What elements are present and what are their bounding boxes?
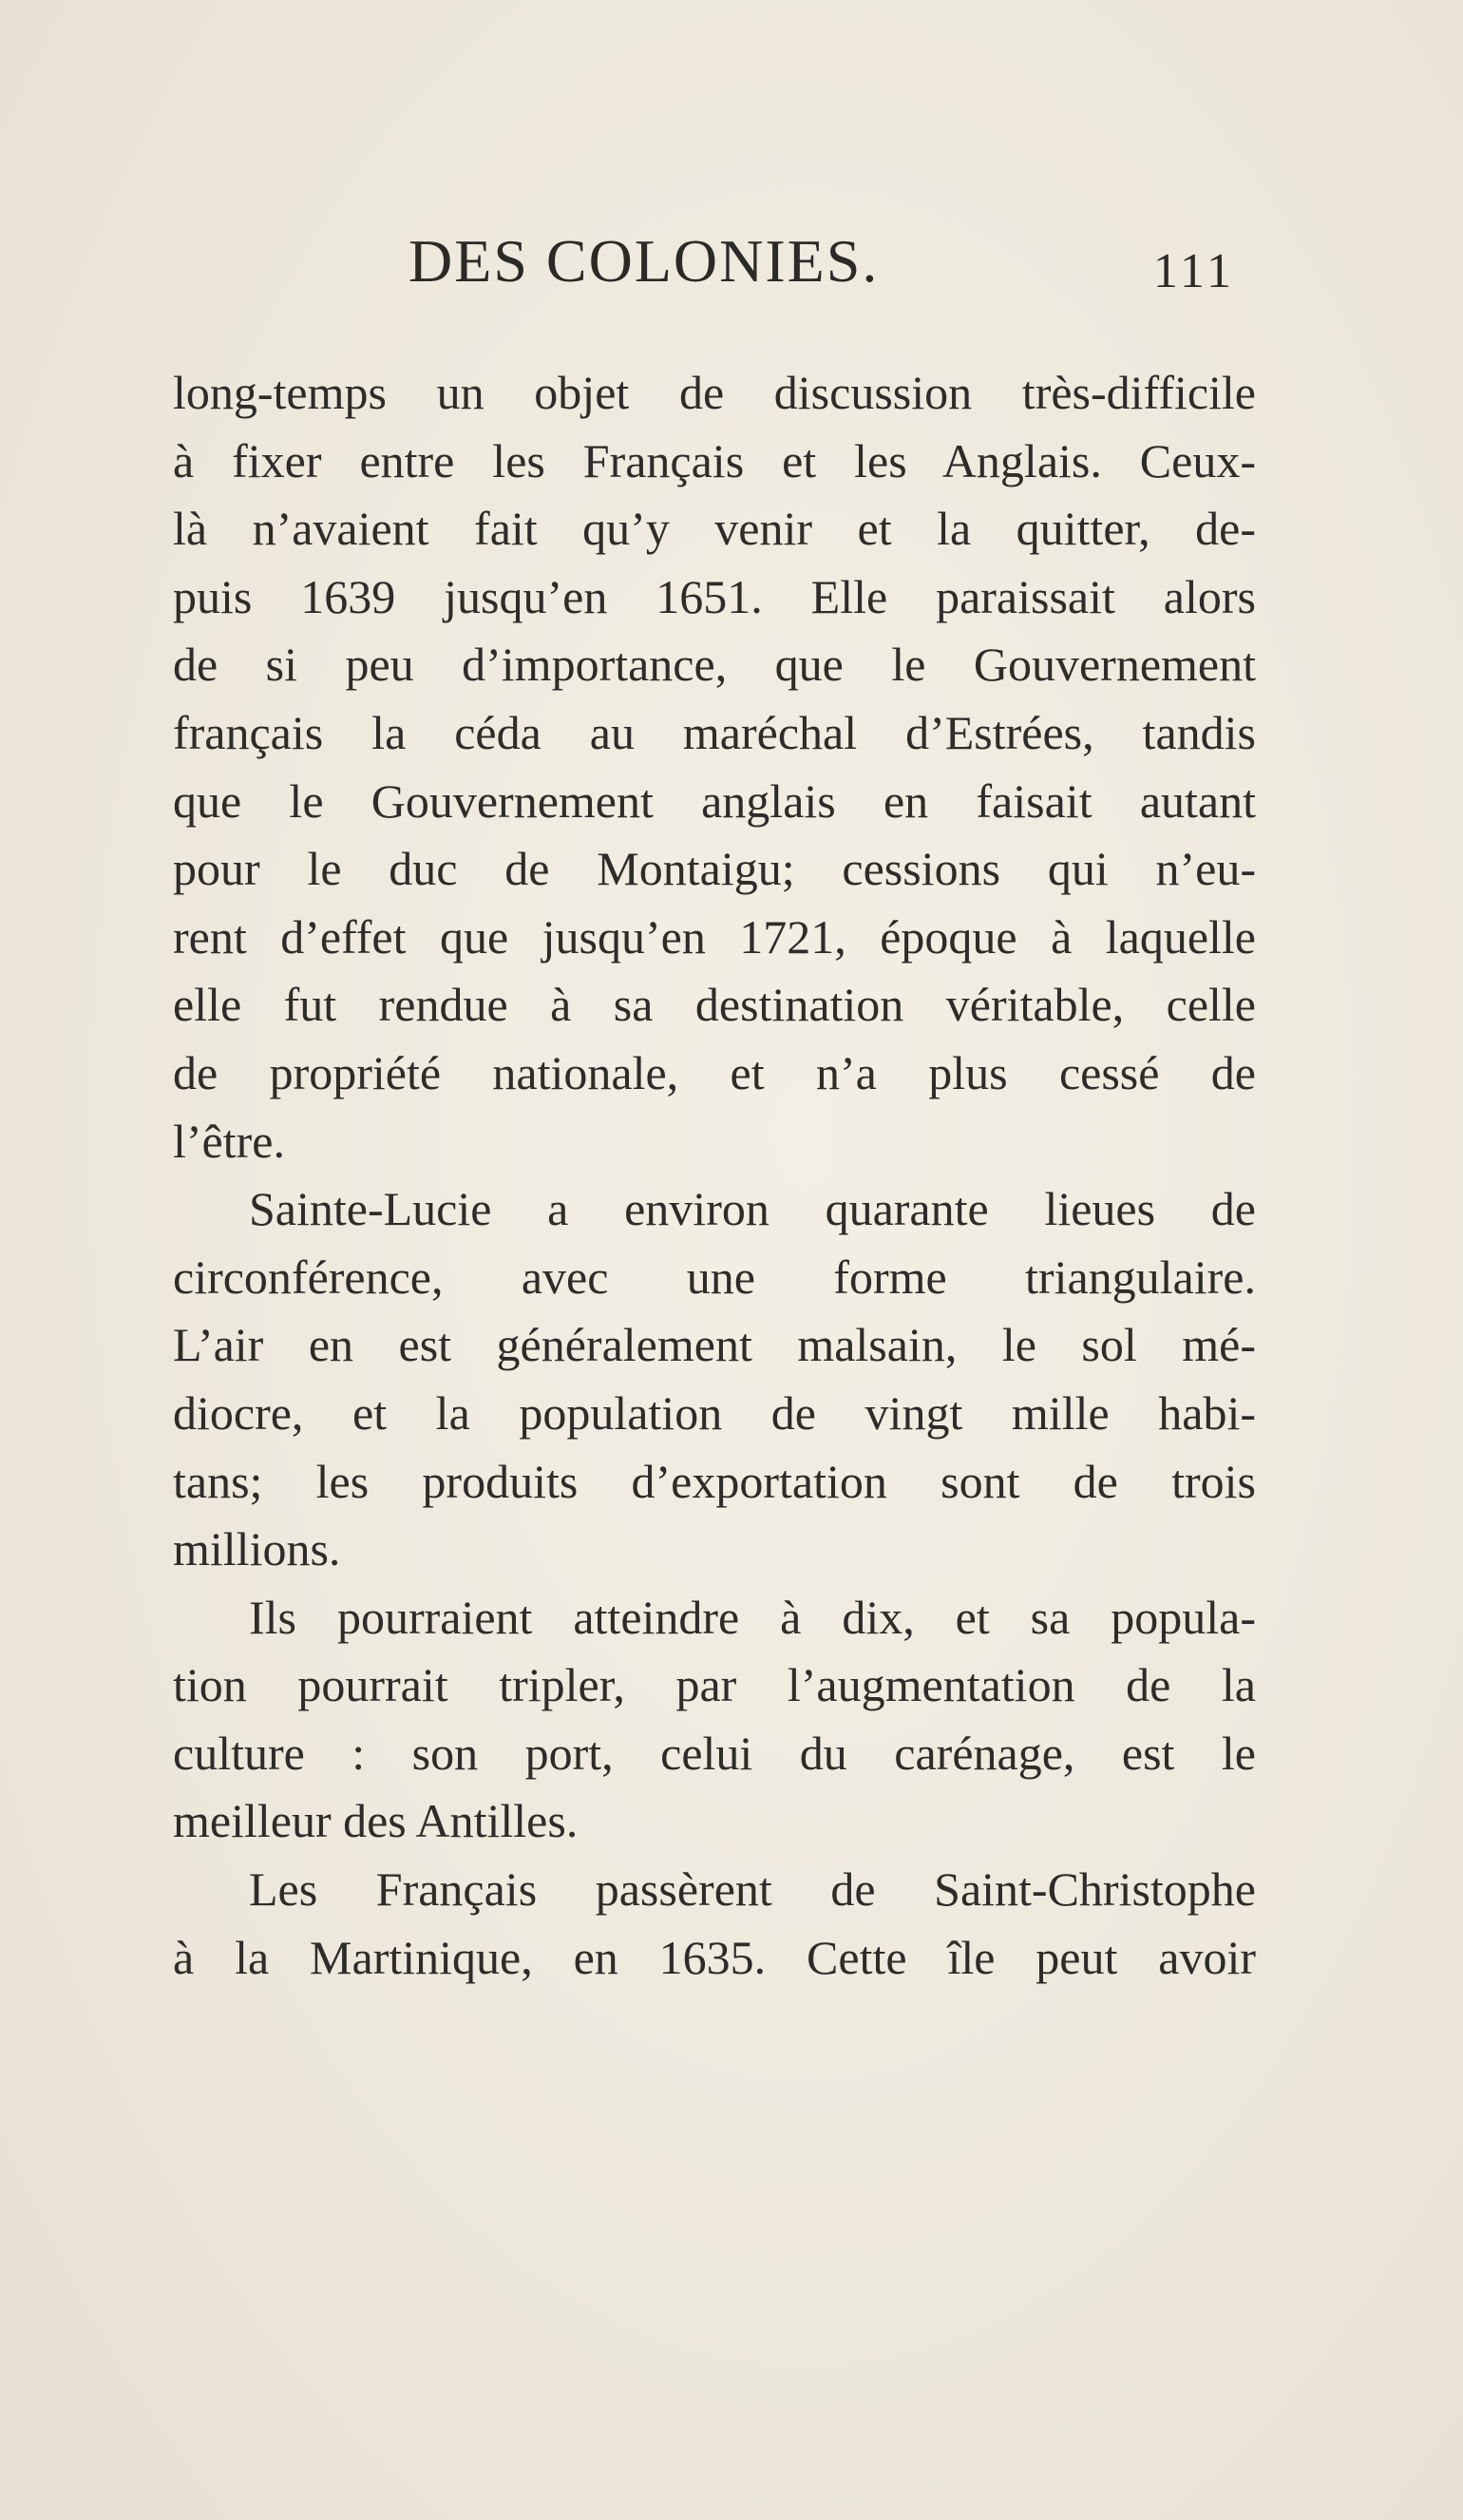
text-line: pour le duc de Montaigu; cessions qui n’eu- <box>173 842 1256 896</box>
page-header <box>171 226 1254 312</box>
text-line: à la Martinique, en 1635. Cette île peut avoir <box>173 1930 1256 1984</box>
text-line: L’air en est généralement malsain, le sol mé- <box>173 1318 1256 1372</box>
text-line: de si peu d’importance, que le Gouvernement <box>173 638 1256 692</box>
text-line: culture : son port, celui du carénage, est le <box>173 1726 1256 1780</box>
text-line: tion pourrait tripler, par l’augmentation de la <box>173 1658 1256 1712</box>
text-line: circonférence, avec une forme triangulaire. <box>173 1250 1256 1304</box>
text-line: à fixer entre les Français et les Anglais. Ceux- <box>173 433 1256 487</box>
text-line: tans; les produits d’exportation sont de trois <box>173 1454 1256 1508</box>
text-line: l’être. <box>173 1114 285 1168</box>
text-line: là n’avaient fait qu’y venir et la quitter, de- <box>173 502 1256 556</box>
text-line: rent d’effet que jusqu’en 1721, époque à laquelle <box>173 909 1256 964</box>
paragraph-start-line: Les Français passèrent de Saint-Christophe <box>249 1862 1256 1917</box>
text-line: puis 1639 jusqu’en 1651. Elle paraissait alors <box>173 569 1256 623</box>
text-line: millions. <box>173 1522 341 1576</box>
text-line: français la céda au maréchal d’Estrées, tandis <box>173 705 1256 759</box>
paragraph-start-line: Sainte-Lucie a environ quarante lieues de <box>249 1182 1256 1236</box>
body-text <box>173 359 1256 1992</box>
text-line: que le Gouvernement anglais en faisait autant <box>173 773 1256 828</box>
text-line: meilleur des Antilles. <box>173 1794 579 1848</box>
text-line: diocre, et la population de vingt mille habi- <box>173 1385 1256 1440</box>
text-line: long-temps un objet de discussion très-difficile <box>173 366 1256 419</box>
text-line: de propriété nationale, et n’a plus cessé de <box>173 1045 1256 1099</box>
text-line: elle fut rendue à sa destination véritable, celle <box>173 978 1256 1032</box>
page-number: 111 <box>1152 244 1235 298</box>
running-title: DES COLONIES. <box>408 227 880 295</box>
paragraph-start-line: Ils pourraient atteindre à dix, et sa popula- <box>249 1590 1256 1644</box>
